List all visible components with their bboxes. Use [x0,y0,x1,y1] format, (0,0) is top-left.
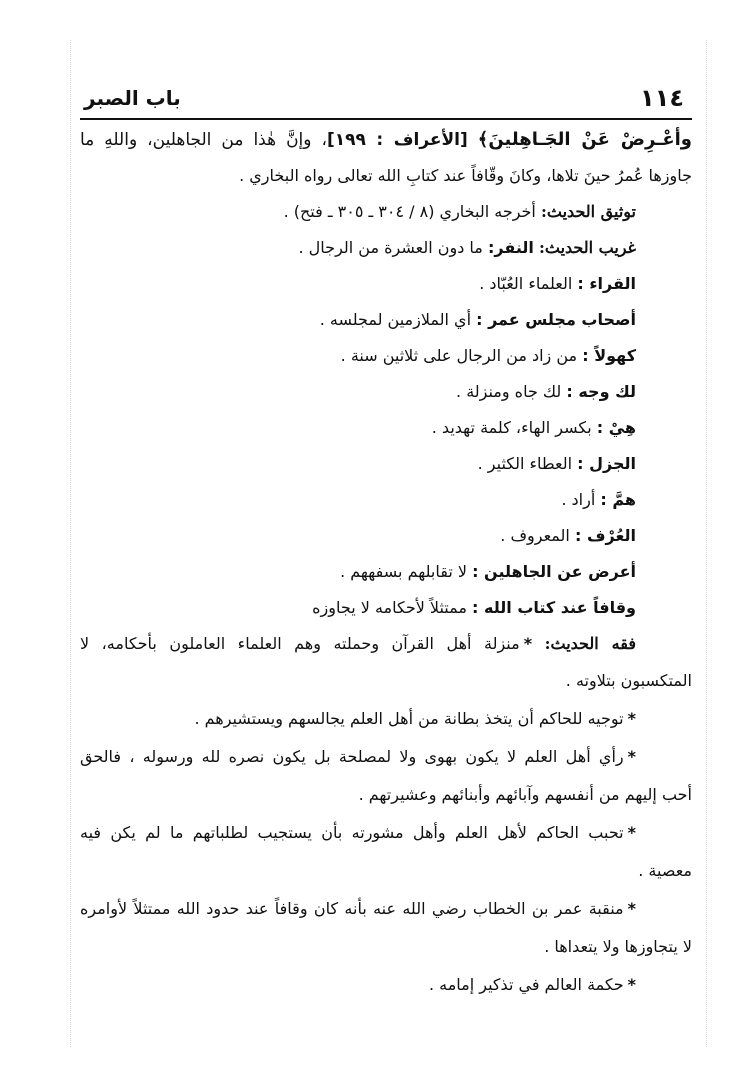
fiqh-line-2 [80,662,692,700]
vocab-item [80,590,692,626]
vocab-term: همَّ : [600,490,636,509]
vocab-definition: لا تقابلهم بسفههم . [340,562,467,581]
point-text-continued: معصية . [638,861,692,880]
point-line [80,890,692,928]
quran-verse: وأعْـرِضْ عَنْ الجَـاهِلينَ﴾ [477,129,692,150]
intro-line-2 [80,158,692,194]
takhrij-line [80,194,692,230]
vocab-definition: العلماء العُبّاد . [479,274,573,293]
vocab-term: أصحاب مجلس عمر : [476,310,636,329]
vocab-item [80,338,692,374]
bullet-star: * [627,899,636,918]
vocab-term: هِيْ : [596,418,636,437]
point-text: رأي أهل العلم لا يكون بهوى ولا لمصلحة بل يكون نصره لله ورسوله ، فالحق [80,747,624,766]
fiqh-label: فقه الحديث: [544,634,637,653]
vocab-term: أعرض عن الجاهلين : [472,562,636,581]
bullet-star: * [523,634,533,653]
vocab-definition: أي الملازمين لمجلسه . [319,310,472,329]
point-line [80,700,692,738]
vocab-term: الجزل : [577,454,636,473]
fiqh-line-1 [80,626,692,662]
takhrij-label: توثيق الحديث: [540,202,636,221]
gharib-line [80,230,692,266]
page-number: ١١٤ [640,84,684,112]
bullet-star: * [627,823,636,842]
verse-reference: [الأعراف : ١٩٩] [326,130,468,150]
vocab-term: كهولاً : [582,346,636,365]
bullet-star: * [627,975,636,994]
left-margin-guide [70,40,71,1047]
fiqh-text-continued: المتكسبون بتلاوته . [565,671,692,690]
point-text-continued: لا يتجاوزها ولا يتعداها . [544,937,692,956]
vocab-definition: من زاد من الرجال على ثلاثين سنة . [340,346,578,365]
bullet-star: * [627,709,636,728]
vocab-definition: العطاء الكثير . [477,454,573,473]
bullet-star: * [627,747,636,766]
vocab-item [80,482,692,518]
vocab-term: العُرْف : [574,526,636,545]
vocab-definition: لك جاه ومنزلة . [456,382,562,401]
gharib-term: النفر: [487,238,534,257]
takhrij-text: أخرجه البخاري (٨ / ٣٠٤ ـ ٣٠٥ ـ فتح) . [283,202,536,221]
vocab-definition: ممتثلاً لأحكامه لا يجاوزه [312,598,467,617]
point-text: منقبة عمر بن الخطاب رضي الله عنه بأنه كان وقافاً عند حدود الله ممتثلاً لأوامره [80,899,624,918]
vocab-item [80,410,692,446]
vocab-term: وقافاً عند كتاب الله : [472,598,636,617]
chapter-title: باب الصبر [84,86,181,110]
fiqh-text: منزلة أهل القرآن وحملته وهم العلماء العاملون بأحكامه، لا [80,634,520,653]
point-text: توجيه للحاكم أن يتخذ بطانة من أهل العلم يجالسهم ويستشيرهم . [194,709,624,728]
vocab-item [80,554,692,590]
vocab-term: لك وجه : [566,382,636,401]
vocab-term: القراء : [577,274,636,293]
vocab-item [80,266,692,302]
intro-line-1 [80,122,692,158]
vocab-definition: المعروف . [500,526,570,545]
point-text: حكمة العالم في تذكير إمامه . [428,975,624,994]
gharib-label: غريب الحديث: [538,238,636,257]
intro-text-continued: جاوزها عُمرُ حينَ تلاها، وكانَ وقّافاً عند كتابِ الله تعالى رواه البخاري . [239,166,692,185]
page-content [80,122,692,1004]
point-line-continued [80,776,692,814]
gharib-text: ما دون العشرة من الرجال . [298,238,483,257]
point-line [80,738,692,776]
point-line [80,814,692,852]
vocab-item [80,518,692,554]
vocab-definition: بكسر الهاء، كلمة تهديد . [431,418,592,437]
right-margin-guide [706,40,707,1047]
point-line-continued [80,852,692,890]
point-line [80,966,692,1004]
page-header [80,78,692,120]
intro-text: ، وإنَّ هٰذا من الجاهلين، واللهِ ما [80,130,327,150]
vocab-definition: أراد . [561,490,596,509]
vocab-item [80,302,692,338]
vocab-item [80,446,692,482]
point-text: تحبب الحاكم لأهل العلم وأهل مشورته بأن يستجيب لطلباتهم ما لم يكن فيه [80,823,624,842]
point-line-continued [80,928,692,966]
point-text-continued: أحب إليهم من أنفسهم وآبائهم وأبنائهم وعشيرتهم . [358,785,692,804]
vocab-item [80,374,692,410]
